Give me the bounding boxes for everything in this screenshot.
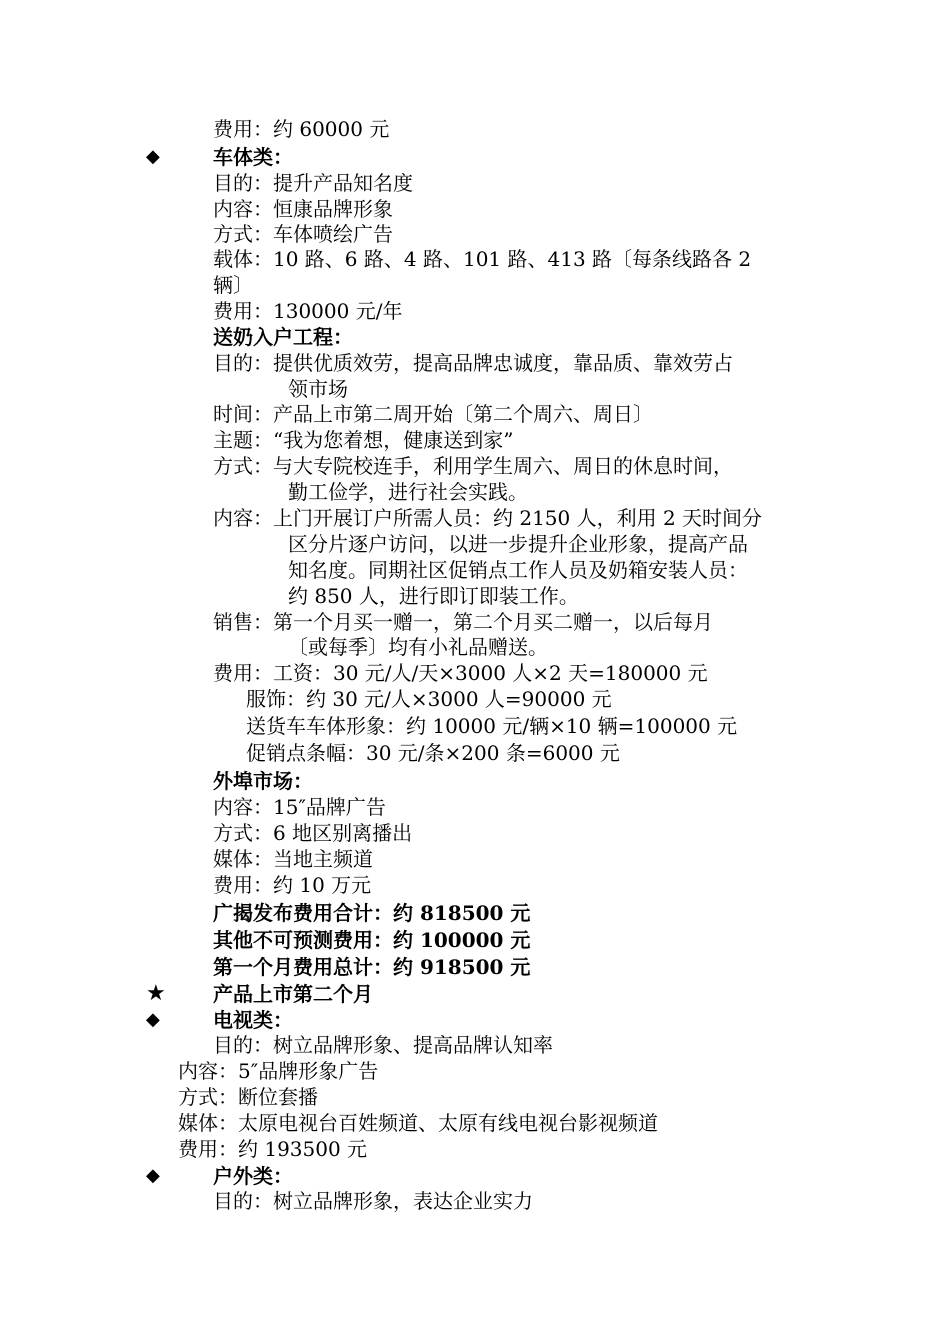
text-line: 〔或每季〕均有小礼品赠送。 bbox=[288, 635, 548, 659]
text-line: 主题：“我为您着想，健康送到家” bbox=[213, 428, 514, 452]
text-line: 方式：6 地区别离播出 bbox=[213, 821, 413, 845]
total-line: 第一个月费用总计：约 918500 元 bbox=[213, 955, 531, 979]
section-heading: 电视类： bbox=[213, 1008, 293, 1032]
text-line: 内容：15″品牌广告 bbox=[213, 795, 386, 819]
text-line: 辆〕 bbox=[213, 273, 253, 297]
text-line: 方式：断位套播 bbox=[178, 1085, 318, 1109]
total-line: 其他不可预测费用：约 100000 元 bbox=[213, 928, 531, 952]
diamond-bullet-icon: ◆ bbox=[146, 1165, 160, 1186]
text-line: 区分片逐户访问，以进一步提升企业形象，提高产品 bbox=[288, 532, 748, 556]
text-line: 时间：产品上市第二周开始〔第二个周六、周日〕 bbox=[213, 402, 653, 426]
text-line: 目的：树立品牌形象，表达企业实力 bbox=[213, 1189, 533, 1213]
section-heading: 户外类： bbox=[213, 1164, 293, 1188]
text-line: 费用：约 10 万元 bbox=[213, 873, 372, 897]
text-line: 送货车车体形象：约 10000 元/辆×10 辆=100000 元 bbox=[246, 714, 738, 738]
text-line: 内容：5″品牌形象广告 bbox=[178, 1059, 379, 1083]
text-line: 载体：10 路、6 路、4 路、101 路、413 路〔每条线路各 2 bbox=[213, 247, 752, 271]
text-line: 费用：工资：30 元/人/天×3000 人×2 天=180000 元 bbox=[213, 661, 708, 685]
text-line: 领市场 bbox=[288, 377, 348, 401]
text-line: 内容：上门开展订户所需人员：约 2150 人，利用 2 天时间分 bbox=[213, 506, 763, 530]
diamond-bullet-icon: ◆ bbox=[146, 1009, 160, 1030]
text-line: 内容：恒康品牌形象 bbox=[213, 197, 393, 221]
text-line: 媒体：当地主频道 bbox=[213, 847, 373, 871]
text-line: 知名度。同期社区促销点工作人员及奶箱安装人员： bbox=[288, 558, 748, 582]
section-heading: 产品上市第二个月 bbox=[213, 982, 373, 1006]
text-line: 销售：第一个月买一赠一，第二个月买二赠一，以后每月 bbox=[213, 610, 713, 634]
total-line: 广揭发布费用合计：约 818500 元 bbox=[213, 901, 531, 925]
text-line: 目的：提升产品知名度 bbox=[213, 171, 413, 195]
text-line: 目的：树立品牌形象、提高品牌认知率 bbox=[213, 1033, 553, 1057]
star-bullet-icon: ★ bbox=[146, 981, 166, 1006]
text-line: 方式：车体喷绘广告 bbox=[213, 222, 393, 246]
text-line: 费用：130000 元/年 bbox=[213, 299, 403, 323]
section-heading: 车体类： bbox=[213, 145, 293, 169]
text-line: 媒体：太原电视台百姓频道、太原有线电视台影视频道 bbox=[178, 1111, 658, 1135]
text-line: 费用：约 60000 元 bbox=[213, 117, 390, 141]
diamond-bullet-icon: ◆ bbox=[146, 146, 160, 167]
text-line: 目的：提供优质效劳，提高品牌忠诚度，靠品质、靠效劳占 bbox=[213, 351, 733, 375]
section-heading: 外埠市场： bbox=[213, 769, 313, 793]
text-line: 促销点条幅：30 元/条×200 条=6000 元 bbox=[246, 741, 620, 765]
text-line: 方式：与大专院校连手，利用学生周六、周日的休息时间， bbox=[213, 454, 733, 478]
text-line: 勤工俭学，进行社会实践。 bbox=[288, 480, 528, 504]
section-heading: 送奶入户工程： bbox=[213, 325, 353, 349]
text-line: 费用：约 193500 元 bbox=[178, 1137, 368, 1161]
text-line: 服饰：约 30 元/人×3000 人=90000 元 bbox=[246, 687, 612, 711]
text-line: 约 850 人，进行即订即装工作。 bbox=[288, 584, 579, 608]
